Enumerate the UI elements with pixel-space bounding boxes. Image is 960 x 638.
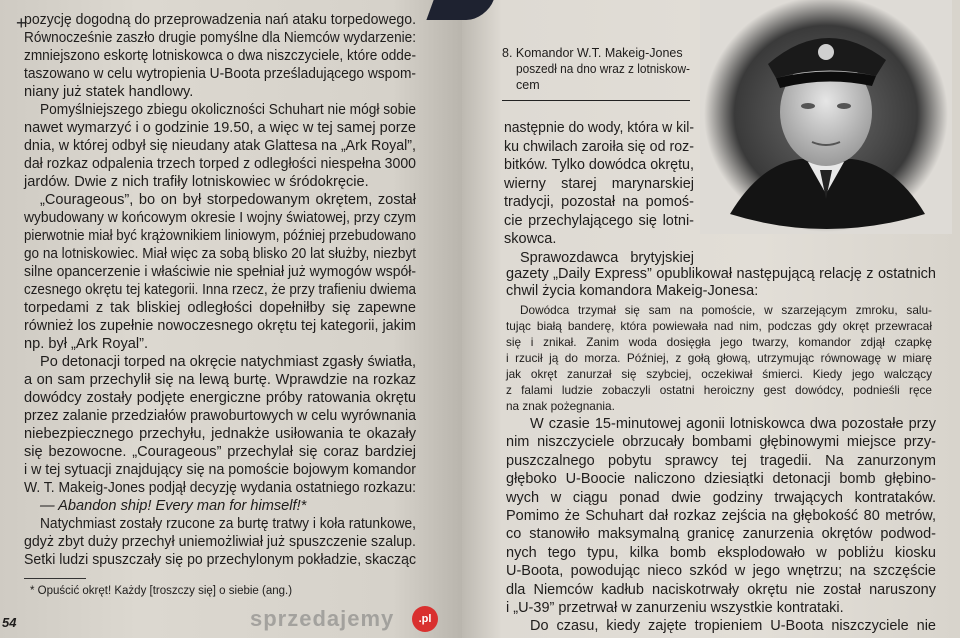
text-line: Pomyślniejszego zbiegu okoliczności Schuhart nie mógł sobie (40, 102, 416, 118)
text-line: się bezowocne. „Courageous” przechylał się coraz bardziej (24, 444, 416, 460)
text-line: W. T. Makeig-Jones podjął decyzję wydania ostatniego rozkazu: (24, 480, 416, 496)
quote-line: z falami ludzie zobaczyli ostatni heroiczny gest dowódcy, podnieśli ręce (506, 383, 932, 397)
text-line: taszowano w celu wytropienia U-Boota prześladującego wspom- (24, 66, 416, 82)
watermark-badge: .pl (412, 606, 438, 632)
text-line: silne opancerzenie i właściwie nie spełniał już wymogów współ- (24, 264, 416, 280)
text-line: jardów. Dwie z nich trafiły lotniskowiec w śródokręcie. (24, 174, 369, 190)
text-line: ku chwilach zaroiła się od roz- (504, 138, 694, 155)
text-line: Do czasu, kiedy zajęte tropieniem U-Boota niszczyciele nie (530, 618, 936, 635)
text-line: i „U-39” przetrwał w zanurzeniu wszystkie kontrataki. (506, 600, 844, 616)
footnote: * Opuścić okręt! Każdy [troszczy się] o siebie (ang.) (30, 585, 293, 597)
photo-caption: 8. Komandor W.T. Makeig-Jones (502, 46, 683, 60)
text-line: nim niszczyciele obrzucały bombami głębinowymi miejsce przy- (506, 434, 936, 451)
text-line: następnie do wody, która w kil- (504, 120, 694, 136)
text-line: wybudowany w końcowym okresie I wojny światowej, przy czym (24, 210, 416, 226)
text-line: Sprawozdawca brytyjskiej (520, 249, 694, 266)
text-line: pierwotnie miał być krążownikiem liniowym, później przebudowano (24, 228, 416, 244)
caption-divider (502, 100, 690, 101)
text-line: gazety „Daily Express” opublikował następującą relację z ostatnich (506, 266, 936, 282)
text-line: niany już statek handlowy. (24, 84, 194, 100)
officer-portrait-image (700, 0, 952, 234)
text-line: dał rozkaz odpalenia trzech torped z odległości niespełna 3000 (24, 156, 416, 172)
text-line: gdyż zbyt duży przechył uniemożliwiał już spuszczenie szalup. (24, 534, 416, 550)
text-line: czesnego okrętu tej kategorii. Inna rzecz, że przy trafieniu dwiema (24, 282, 416, 298)
text-line: pozycję dogodną do przeprowadzenia nań ataku torpedowego. (24, 12, 416, 28)
text-line: przez zalanie przedziałów prawoburtowych w celu wyrównania (24, 408, 416, 424)
text-line: dla Niemców kadłub naciskotrwały okrętu nie został naruszony (506, 581, 936, 598)
portrait-photo (700, 0, 952, 234)
page-number: 54 (2, 615, 17, 630)
text-line: skowca. (504, 231, 557, 247)
text-line: np. był „Ark Royal”. (24, 336, 149, 352)
quote-line: Dowódca trzymał się sam na pomoście, w szarzejącym zmroku, salu- (520, 303, 932, 317)
text-line: nawet wymarzyć i o godzinie 19.50, a więc w tej samej porze (24, 120, 416, 136)
quote-line: i rzucił ją do morza. Później, z gołą głową, utrzymując równowagę w miarę (506, 351, 932, 365)
text-line: głęboko U-Boocie naliczono dziesiątki detonacji bomb głębino- (506, 471, 936, 488)
text-line: tradycji, pozostał na pomoś- (504, 194, 694, 210)
text-line: niebezpiecznego przechyłu, jednakże usiłowania te okazały (24, 426, 416, 442)
photo-caption: cem (516, 78, 540, 92)
text-line: „Courageous”, bo on był storpedowanym okrętem, został (40, 192, 416, 208)
photo-caption: poszedł na dno wraz z lotniskow- (516, 62, 690, 76)
text-line: wierny starej marynarskiej (504, 175, 694, 192)
footnote-divider (24, 578, 86, 579)
text-line: Po detonacji torped na okręcie natychmiast zgasły światła, (40, 354, 416, 370)
text-line: Natychmiast zostały rzucone za burtę tratwy i koła ratunkowe, (40, 516, 416, 532)
text-line: U-Boota, powodując nieco szkód w jego wnętrzu; na szczęście (506, 563, 936, 580)
text-line: Setki ludzi spuszczały się po przechylonym pokładzie, skacząc (24, 552, 416, 568)
quote-line: się i znikał. Zanim woda dosięgła jego twarzy, komandor zdjął czapkę (506, 335, 932, 349)
text-line: wych w ciągu ponad dwie godziny trwających kontrataków. (506, 489, 936, 506)
margin-mark: + (16, 13, 27, 33)
right-page (462, 0, 960, 638)
text-line: W czasie 15-minutowej agonii lotniskowca dwa pozostałe przy (530, 416, 936, 432)
text-line: również los zupełnie nowoczesnego okrętu tej kategorii, jakim (24, 318, 416, 334)
text-line: i w tej sytuacji znajdujący się na pomoście bojowym komandor (24, 462, 416, 478)
quote-line: na znak pożegnania. (506, 399, 615, 413)
text-line: co stanowiło maksymalną granicę zanurzenia okrętów podwod- (506, 526, 936, 543)
text-line: puszczalnego pobytu sprawcy tej tragedii. Na zanurzonym (506, 452, 936, 469)
text-line: nych tego typu, kilka bomb eksplodowało w pobliżu kiosku (506, 544, 936, 561)
left-page (0, 0, 462, 638)
text-line: chwil życia komandora Makeig-Jonesa: (506, 283, 759, 299)
text-line: — Abandon ship! Every man for himself!* (40, 498, 307, 514)
text-line: zmniejszono eskortę lotniskowca o dwa niszczyciele, które odde- (24, 48, 416, 64)
text-line: go na lotniskowiec. Miał więc za sobą blisko 20 lat służby, niezbyt (24, 246, 416, 262)
quote-line: tując białą banderę, która powiewała nad nim, podczas gdy okręt przewracał (506, 319, 932, 333)
quote-line: jak okręt zanurzał się szybciej, oczekiwał śmierci. Kiedy jego walczący (506, 367, 932, 381)
text-line: Równocześnie zaszło drugie pomyślne dla Niemców wydarzenie: (24, 30, 416, 46)
text-line: dowódcy zostały podjęte energiczne próby ratowania okrętu (24, 390, 416, 406)
text-line: bitków. Tylko dowódca okrętu, (504, 157, 694, 173)
text-line: torpedami z tak bliskiej odległości dopełniłby się zapewne (24, 300, 416, 316)
text-line: Pomimo że Schuhart dał rozkaz zejścia na głębokość 80 metrów, (506, 508, 936, 524)
text-line: a on sam przechylił się na lewą burtę. Wprawdzie na rozkaz (24, 372, 416, 388)
watermark: sprzedajemy (250, 606, 395, 631)
text-line: cie przechylającego się lotni- (504, 212, 694, 229)
text-line: dnia, w której odbył się nieudany atak Glattesa na „Ark Royal”, (24, 138, 416, 154)
